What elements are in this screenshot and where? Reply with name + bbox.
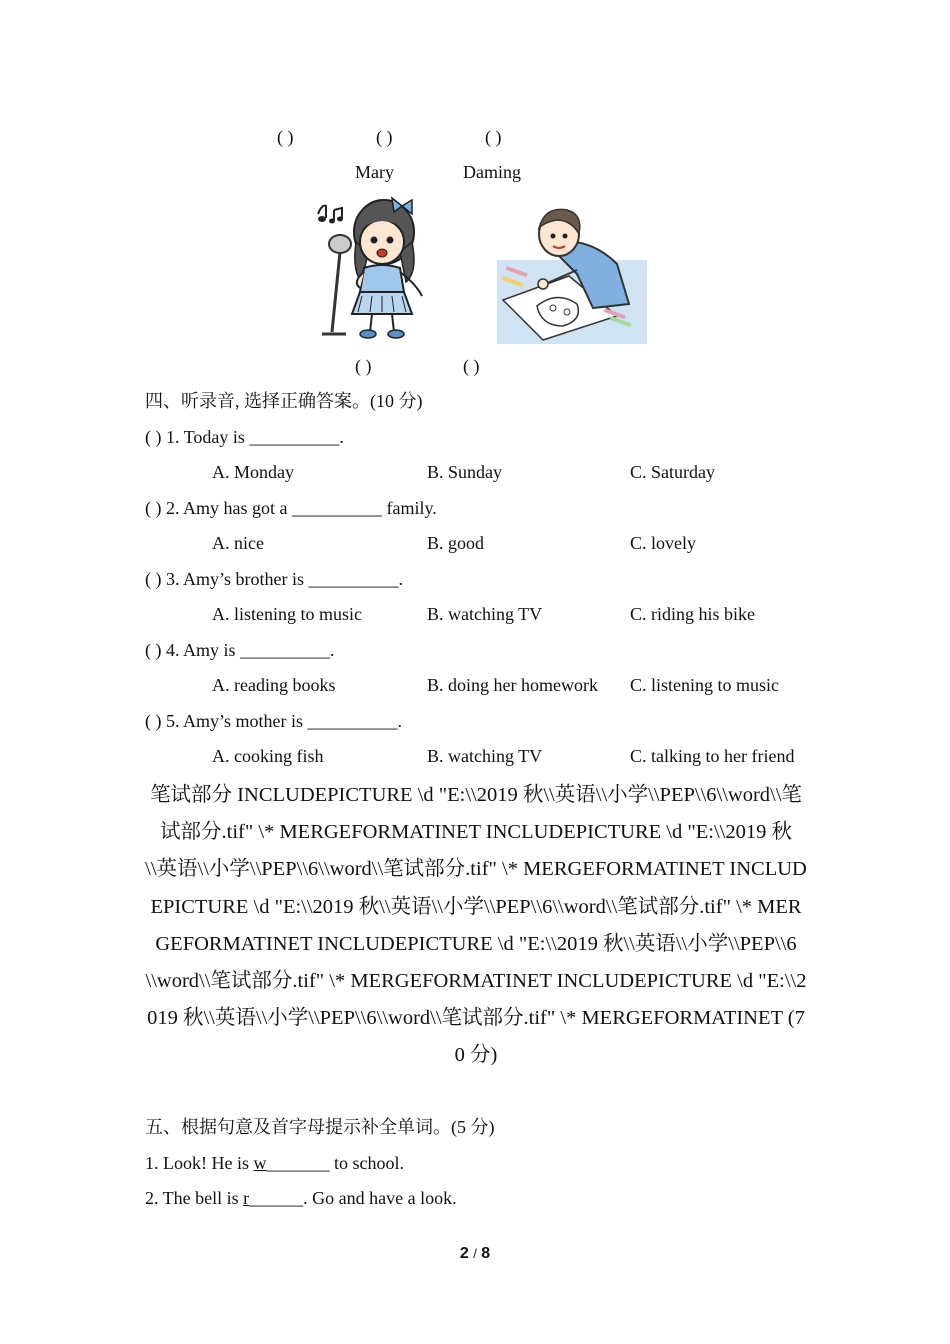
fill-item-1-pre: 1. Look! He is <box>145 1153 254 1173</box>
question-3-stem: ( ) 3. Amy’s brother is __________. <box>145 569 403 589</box>
question-1-option-a: A. Monday <box>212 462 294 482</box>
page-total: 8 <box>481 1245 491 1262</box>
question-5-option-c: C. talking to her friend <box>630 746 795 766</box>
question-4-stem: ( ) 4. Amy is __________. <box>145 640 335 660</box>
page-number <box>0 1245 950 1263</box>
name-daming: Daming <box>463 162 521 182</box>
answer-paren-3: ( ) <box>485 127 502 147</box>
question-5-option-a: A. cooking fish <box>212 746 324 766</box>
question-2-stem: ( ) 2. Amy has got a __________ family. <box>145 498 437 518</box>
fill-item-2-blank: ______ <box>249 1188 304 1208</box>
page-separator: / <box>473 1246 477 1261</box>
boy-drawing-illustration <box>497 204 647 344</box>
question-3-option-b: B. watching TV <box>427 604 543 624</box>
question-2-option-b: B. good <box>427 533 485 553</box>
question-4-option-a: A. reading books <box>212 675 336 695</box>
fill-item-2-post: . Go and have a look. <box>303 1188 457 1208</box>
fill-item-1-blank: _______ <box>266 1153 330 1173</box>
written-part-heading: 笔试部分 INCLUDEPICTURE \d "E:\\2019 秋\\英语\\小学\\PEP\\6\\word\\笔试部分.tif" \* MERGEFORMATINET INCLUDEPICTURE \d "E:\\2019 秋\\英语\\小学\\PEP\\6\\word\\笔试部分.tif" \* MERGEFORMATINET INCLUDEPICTURE \d "E:\\2019 秋\\英语\\小学\\PEP\\6\\word\\笔试部分.tif" \* MERGEFORMATINET INCLUDEPICTURE \d "E:\\2019 秋\\英语\\小学\\PEP\\6\\word\\笔试部分.tif" \* MERGEFORMATINET INCLUDEPICTURE \d "E:\\2019 秋\\英语\\小学\\PEP\\6\\word\\笔试部分.tif" \* MERGEFORMATINET (70 分) <box>145 784 807 1067</box>
question-5-option-b: B. watching TV <box>427 746 543 766</box>
girl-singing-illustration <box>312 192 432 342</box>
question-1-stem: ( ) 1. Today is __________. <box>145 427 344 447</box>
fill-item-2 <box>145 1189 457 1207</box>
answer-paren-2: ( ) <box>376 127 393 147</box>
question-5-stem: ( ) 5. Amy’s mother is __________. <box>145 711 402 731</box>
question-1-option-c: C. Saturday <box>630 462 715 482</box>
fill-item-2-pre: 2. The bell is <box>145 1188 244 1208</box>
question-4-option-c: C. listening to music <box>630 675 780 695</box>
question-3-option-c: C. riding his bike <box>630 604 755 624</box>
section4-title: 四、听录音, 选择正确答案。(10 分) <box>145 391 423 411</box>
fill-item-1 <box>145 1154 404 1172</box>
question-3-option-a: A. listening to music <box>212 604 362 624</box>
page-current: 2 <box>459 1245 469 1262</box>
answer-paren-5: ( ) <box>463 356 480 376</box>
question-2-option-c: C. lovely <box>630 533 696 553</box>
question-2-option-a: A. nice <box>212 533 264 553</box>
answer-paren-1: ( ) <box>277 127 294 147</box>
answer-paren-4: ( ) <box>355 356 372 376</box>
fill-item-1-post: to school. <box>329 1153 404 1173</box>
question-1-option-b: B. Sunday <box>427 462 503 482</box>
question-4-option-b: B. doing her homework <box>427 675 598 695</box>
section5-title: 五、根据句意及首字母提示补全单词。(5 分) <box>145 1117 495 1137</box>
fill-item-1-hint: w <box>253 1153 267 1173</box>
fill-item-2-hint: r <box>243 1188 250 1208</box>
name-mary: Mary <box>355 162 394 182</box>
